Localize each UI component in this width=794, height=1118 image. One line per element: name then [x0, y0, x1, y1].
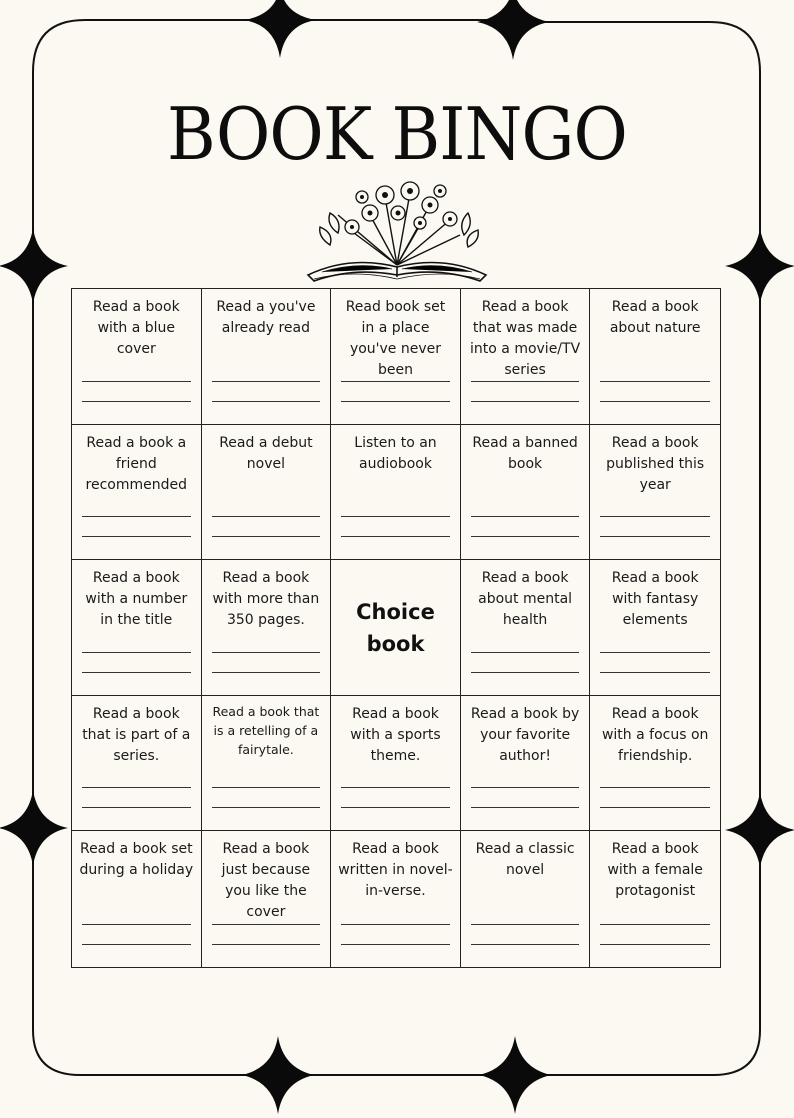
- cell-prompt: Read a book with a focus on friendship.: [601, 705, 709, 764]
- write-in-line[interactable]: [212, 787, 321, 788]
- write-in-line[interactable]: [341, 944, 450, 945]
- write-in-line[interactable]: [600, 672, 710, 673]
- bingo-cell: [202, 289, 332, 425]
- cell-prompt: Read a book with a female protagonist: [607, 841, 703, 900]
- bingo-cell: [72, 289, 202, 425]
- bingo-cell: [72, 831, 202, 967]
- bingo-cell: [590, 696, 720, 832]
- write-in-line[interactable]: [471, 536, 580, 537]
- cell-prompt: Read a you've already read: [216, 299, 316, 336]
- bingo-cell: [461, 425, 591, 561]
- write-in-line[interactable]: [600, 516, 710, 517]
- write-in-line[interactable]: [82, 944, 191, 945]
- bingo-cell: [331, 831, 461, 967]
- bingo-cell: [461, 560, 591, 696]
- write-in-line[interactable]: [82, 536, 191, 537]
- write-in-line[interactable]: [212, 381, 321, 382]
- write-in-line[interactable]: [82, 401, 191, 402]
- cell-prompt: Read a book about nature: [609, 299, 701, 336]
- bingo-cell: [202, 696, 332, 832]
- cell-prompt: Read a book with a blue cover: [92, 299, 180, 357]
- write-in-line[interactable]: [471, 672, 580, 673]
- cell-prompt: Read a book with more than 350 pages.: [212, 570, 320, 629]
- cell-prompt: Read a book with a sports theme.: [350, 705, 441, 764]
- cell-prompt: Read a book with a number in the title: [85, 570, 188, 629]
- cell-prompt: Read a book with fantasy elements: [611, 570, 699, 629]
- bingo-cell: [461, 831, 591, 967]
- cell-prompt: Read a book by your favorite author!: [470, 705, 580, 764]
- cell-prompt: Read a book a friend recommended: [85, 434, 188, 493]
- write-in-line[interactable]: [600, 536, 710, 537]
- star-icon: [479, 1036, 551, 1114]
- write-in-line[interactable]: [212, 652, 321, 653]
- cell-prompt: Read a book that was made into a movie/TV series: [470, 299, 581, 378]
- bingo-cell: [590, 289, 720, 425]
- write-in-line[interactable]: [82, 516, 191, 517]
- star-icon: [0, 228, 68, 304]
- star-icon: [242, 1036, 314, 1114]
- bingo-cell: [590, 831, 720, 967]
- write-in-line[interactable]: [341, 536, 450, 537]
- write-in-line[interactable]: [471, 807, 580, 808]
- free-space-label: Choice book: [356, 600, 435, 657]
- star-icon: [0, 790, 68, 866]
- write-in-line[interactable]: [471, 652, 580, 653]
- write-in-line[interactable]: [82, 924, 191, 925]
- write-in-line[interactable]: [471, 924, 580, 925]
- bingo-cell: [331, 425, 461, 561]
- bingo-cell: [202, 425, 332, 561]
- star-icon: [725, 228, 794, 304]
- bingo-grid: [71, 288, 721, 968]
- write-in-line[interactable]: [82, 787, 191, 788]
- write-in-line[interactable]: [82, 672, 191, 673]
- write-in-line[interactable]: [212, 807, 321, 808]
- cell-prompt: Read book set in a place you've never been: [345, 299, 446, 378]
- star-icon: [244, 0, 316, 58]
- write-in-line[interactable]: [341, 787, 450, 788]
- cell-prompt: Listen to an audiobook: [354, 434, 437, 472]
- write-in-line[interactable]: [341, 924, 450, 925]
- write-in-line[interactable]: [82, 652, 191, 653]
- cell-prompt: Read a book set during a holiday: [79, 841, 194, 879]
- write-in-line[interactable]: [600, 652, 710, 653]
- write-in-line[interactable]: [600, 381, 710, 382]
- cell-prompt: Read a book about mental health: [478, 570, 573, 629]
- write-in-line[interactable]: [82, 807, 191, 808]
- write-in-line[interactable]: [341, 807, 450, 808]
- cell-prompt: Read a book that is part of a series.: [82, 705, 191, 764]
- write-in-line[interactable]: [600, 807, 710, 808]
- write-in-line[interactable]: [471, 381, 580, 382]
- cell-prompt: Read a book written in novel-in-verse.: [338, 841, 453, 900]
- bingo-cell: [331, 696, 461, 832]
- bingo-cell: [461, 289, 591, 425]
- write-in-line[interactable]: [341, 516, 450, 517]
- bingo-cell: [72, 425, 202, 561]
- write-in-line[interactable]: [212, 924, 321, 925]
- write-in-line[interactable]: [341, 381, 450, 382]
- write-in-line[interactable]: [471, 944, 580, 945]
- cell-prompt: Read a classic novel: [475, 841, 575, 879]
- write-in-line[interactable]: [212, 536, 321, 537]
- bingo-cell-free: [331, 560, 461, 696]
- cell-prompt: Read a debut novel: [219, 434, 313, 472]
- write-in-line[interactable]: [600, 944, 710, 945]
- write-in-line[interactable]: [212, 401, 321, 402]
- cell-prompt: Read a banned book: [472, 434, 578, 472]
- cell-prompt: Read a book just because you like the cover: [221, 841, 311, 921]
- bingo-cell: [590, 425, 720, 561]
- write-in-line[interactable]: [600, 924, 710, 925]
- bingo-cell: [72, 696, 202, 832]
- write-in-line[interactable]: [212, 672, 321, 673]
- star-icon: [725, 792, 794, 868]
- write-in-line[interactable]: [471, 787, 580, 788]
- write-in-line[interactable]: [471, 516, 580, 517]
- write-in-line[interactable]: [82, 381, 191, 382]
- write-in-line[interactable]: [600, 401, 710, 402]
- cell-prompt: Read a book that is a retelling of a fairytale.: [212, 703, 320, 757]
- star-icon: [477, 0, 549, 60]
- bingo-cell: [202, 831, 332, 967]
- write-in-line[interactable]: [212, 944, 321, 945]
- bingo-cell: [590, 560, 720, 696]
- open-book-with-flowers-icon: [300, 175, 494, 287]
- bingo-cell: [202, 560, 332, 696]
- write-in-line[interactable]: [341, 401, 450, 402]
- cell-prompt: Read a book published this year: [606, 434, 705, 493]
- page-title: BOOK BINGO: [167, 92, 627, 176]
- bingo-cell: [331, 289, 461, 425]
- bingo-cell: [72, 560, 202, 696]
- write-in-line[interactable]: [600, 787, 710, 788]
- write-in-line[interactable]: [471, 401, 580, 402]
- write-in-line[interactable]: [212, 516, 321, 517]
- bingo-cell: [461, 696, 591, 832]
